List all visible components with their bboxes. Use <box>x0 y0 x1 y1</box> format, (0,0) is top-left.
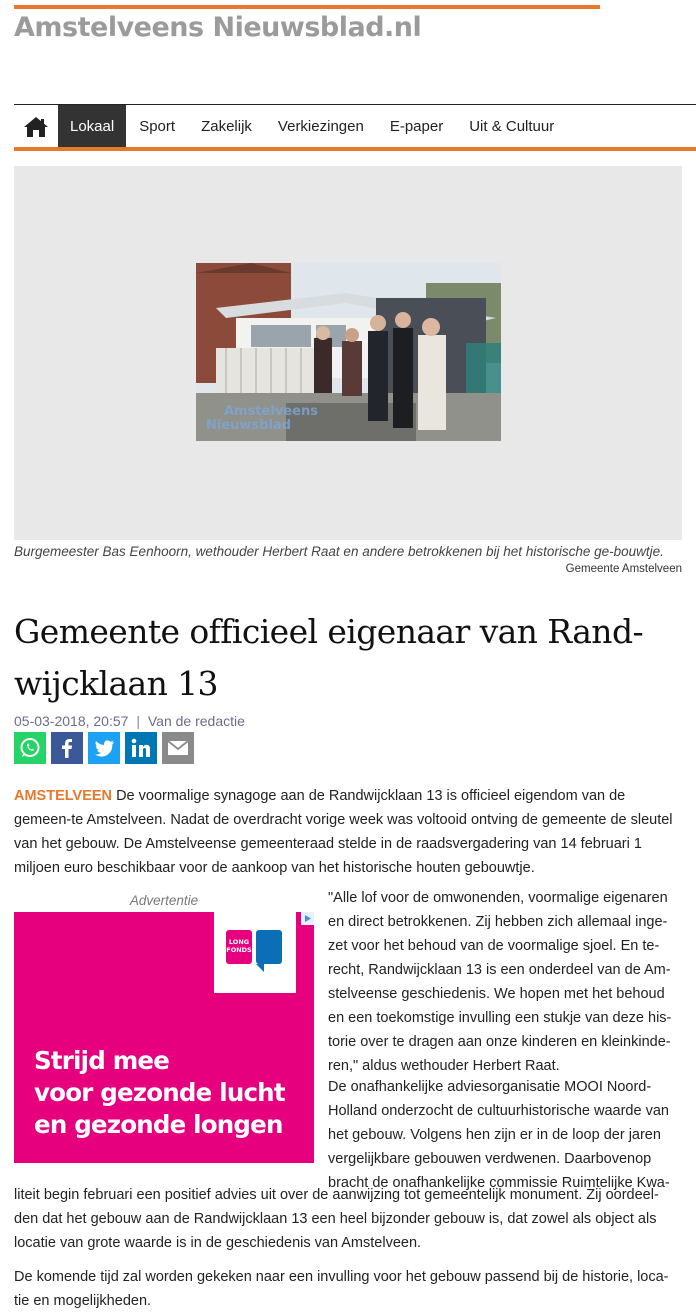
longfonds-logo-icon <box>214 912 296 993</box>
linkedin-icon <box>129 736 153 760</box>
share-whatsapp-button[interactable] <box>14 732 46 764</box>
site-title[interactable]: Amstelveens Nieuwsblad.nl <box>14 12 422 43</box>
nav-home-button[interactable] <box>14 105 58 148</box>
twitter-icon <box>92 736 116 760</box>
photo-caption: Burgemeester Bas Eenhoorn, wethouder Herbert Raat en andere betrokkenen bij het historische ge-bouwtje. <box>14 544 664 559</box>
home-icon <box>23 116 49 138</box>
nav-accent-bar <box>14 147 696 151</box>
ad-slogan-line-1: Strijd mee <box>34 1046 170 1075</box>
article-paragraph-4: De komende tijd zal worden gekeken naar een invulling voor het gebouw passend bij de historie, loca-tie en mogelijkheden. <box>14 1269 669 1309</box>
ad-choices-button[interactable] <box>301 912 314 925</box>
photo-watermark: Amstelveens <box>224 404 318 419</box>
whatsapp-icon <box>18 736 42 760</box>
article-paragraph-2: "Alle lof voor de omwonenden, voormalige eigenaren en direct betrokkenen. Zij hebben zich allemaal inge-zet voor het behoud van de voormalige sjoel. En te-recht, Randwijcklaan 13 is een onderdeel van de Am-stelveense geschiedenis. We hopen met het behoud en een toekomstige invulling een stukje van deze his-torie over te dragen aan onze kinderen en kleinkinde-ren," aldus wethouder Herbert Raat. <box>328 890 672 1074</box>
share-bar <box>14 732 194 764</box>
share-twitter-button[interactable] <box>88 732 120 764</box>
article-author-link[interactable]: Van de redactie <box>147 713 245 729</box>
email-icon <box>166 736 190 760</box>
article-date: 05-03-2018, 20:57 <box>14 713 129 729</box>
nav-item-zakelijk[interactable]: Zakelijk <box>201 118 252 135</box>
article-paragraph-3: De onafhankelijke adviesorganisatie MOOI Noord-Holland onderzocht de cultuurhistorische waarde van het gebouw. Volgens hen zijn er in de loop der jaren vergelijkbare gebouwen verdwenen. Daarbovenop bracht de onafhankelijke commissie Ruimtelijke Kwa- <box>328 1079 670 1191</box>
nav-item-uit-cultuur[interactable]: Uit & Cultuur <box>469 118 555 135</box>
article-meta <box>14 713 245 729</box>
nav-item-e-paper[interactable]: E-paper <box>389 118 444 135</box>
main-nav <box>14 104 696 148</box>
advertisement-banner[interactable] <box>14 912 314 1163</box>
top-accent-bar <box>14 5 600 9</box>
article-paragraph-3-continued: liteit begin februari een positief advies uit over de aanwijzing tot gemeentelijk monument. Zij oordeel-den dat het gebouw aan de Randwijcklaan 13 een heel bijzonder gebouw is, dat zowel als object als locatie van grote waarde is in de geschiedenis van Amstelveen. <box>14 1187 659 1251</box>
ad-logo <box>214 912 296 993</box>
ad-label: Advertentie <box>129 893 199 908</box>
share-facebook-button[interactable] <box>51 732 83 764</box>
ad-slogan <box>34 1045 285 1141</box>
ad-slogan-line-3: en gezonde longen <box>34 1110 283 1139</box>
photo-watermark-line2: Nieuwsblad <box>206 418 291 433</box>
article-dateline: AMSTELVEEN <box>14 788 113 804</box>
ad-logo-text-1: LONG <box>228 938 250 946</box>
article-paragraph-1-text: De voormalige synagoge aan de Randwijcklaan 13 is officieel eigendom van de gemeen-te Amstelveen. Nadat de overdracht vorige week was voltooid ontving de gemeente de sleutel van het gebouw. De Amstelveense gemeenteraad stelde in de raadsvergadering van 14 februari 1 miljoen euro beschikbaar voor de aankoop van het historische houten gebouwtje. <box>14 788 673 876</box>
nav-item-sport[interactable]: Sport <box>139 118 176 135</box>
ad-slogan-line-2: voor gezonde lucht <box>34 1078 285 1107</box>
facebook-icon <box>55 736 79 760</box>
article-photo[interactable] <box>196 263 501 441</box>
share-email-button[interactable] <box>162 732 194 764</box>
share-linkedin-button[interactable] <box>125 732 157 764</box>
nav-item-lokaal[interactable]: Lokaal <box>58 105 126 148</box>
ad-choices-icon <box>301 912 314 925</box>
photo-credit: Gemeente Amstelveen <box>565 563 682 575</box>
meta-separator: | <box>136 713 140 729</box>
nav-item-verkiezingen[interactable]: Verkiezingen <box>277 118 364 135</box>
ad-logo-text-2: FONDS <box>226 946 252 954</box>
article-paragraph-1 <box>14 784 682 880</box>
article-headline: Gemeente officieel eigenaar van Rand-wijcklaan 13 <box>14 612 644 703</box>
